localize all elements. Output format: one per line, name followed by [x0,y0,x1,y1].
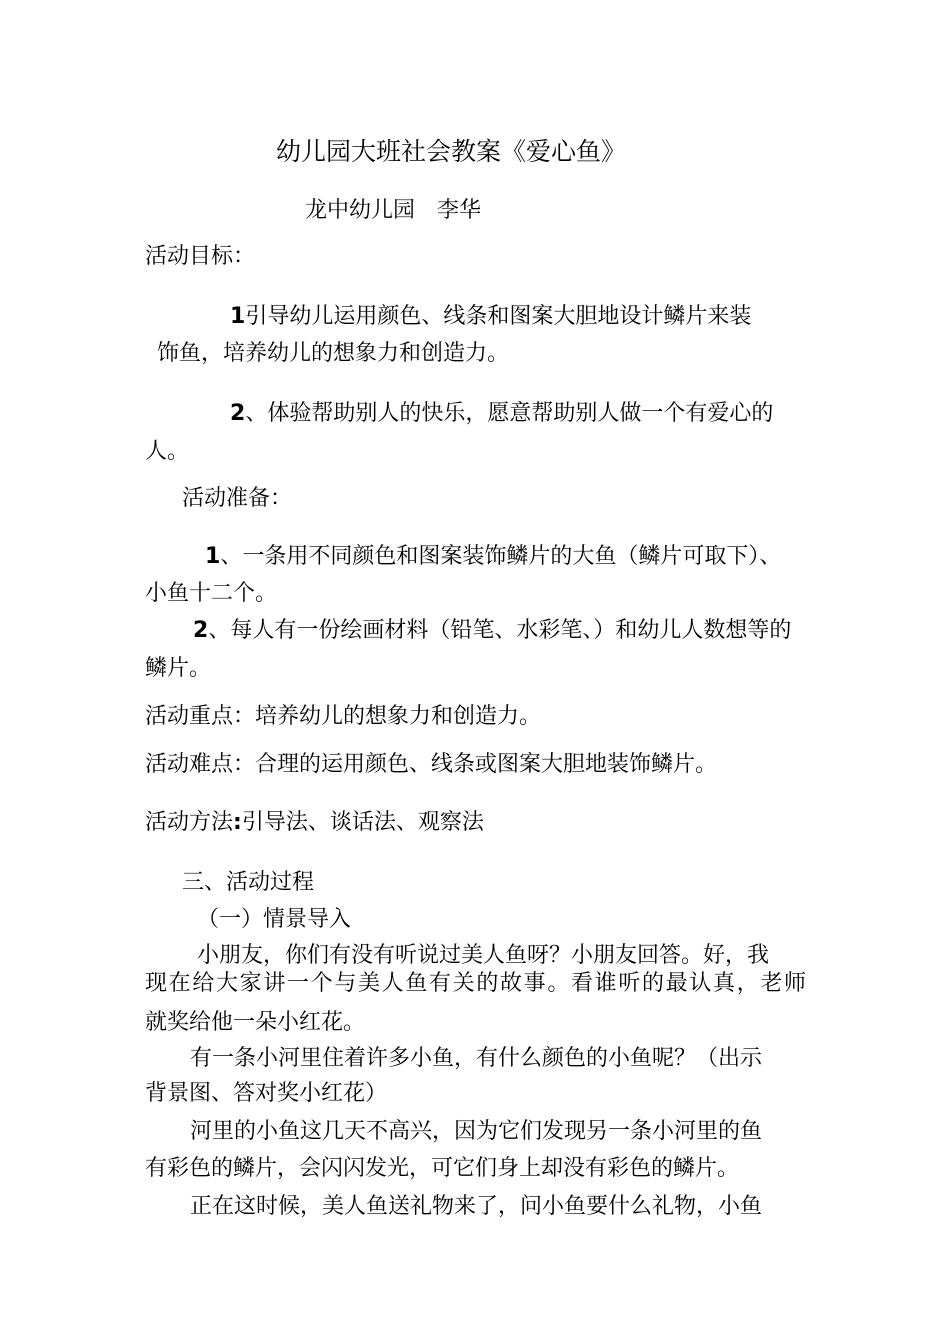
goal-1-number: 1 [230,304,246,329]
goals-heading: 活动目标： [145,244,256,269]
paragraph-1-line-2: 现在给大家讲一个与美人鱼有关的故事。看谁听的最认真，老师 [145,971,806,996]
paragraph-2-line-1: 有一条小河里住着许多小鱼，有什么颜色的小鱼呢？（出示 [190,1046,763,1071]
method-label: 活动方法 [145,810,234,835]
prep-1-text: 、一条用不同颜色和图案装饰鳞片的大鱼（鳞片可取下）、 [220,544,782,569]
goal-1-line-2: 饰鱼，培养幼儿的想象力和创造力。 [157,341,510,366]
process-heading: 三、活动过程 [182,870,315,895]
goal-1-line-1 [230,304,751,330]
prep-2-line-2: 鳞片。 [145,656,212,681]
document-title: 幼儿园大班社会教案《爱心鱼》 [276,137,627,166]
prep-2-line-1 [193,618,791,644]
paragraph-4-line-1: 正在这时候，美人鱼送礼物来了，问小鱼要什么礼物，小鱼 [190,1194,763,1219]
goal-2-number: 2 [230,401,246,426]
method-colon: : [233,810,242,835]
paragraph-3-line-2: 有彩色的鳞片，会闪闪发光，可它们身上却没有彩色的鳞片。 [145,1156,740,1181]
goal-2-text: 、体验帮助别人的快乐，愿意帮助别人做一个有爱心的 [245,401,774,426]
prep-1-number: 1 [205,544,221,569]
prep-2-number: 2 [193,618,209,643]
key-point: 活动重点：培养幼儿的想象力和创造力。 [145,704,542,729]
difficulty: 活动难点：合理的运用颜色、线条或图案大胆地装饰鳞片。 [145,752,718,777]
paragraph-1-line-3: 就奖给他一朵小红花。 [145,1010,366,1035]
method-line [145,810,484,836]
goal-2-line-1 [230,401,773,427]
prep-1-line-1 [205,544,781,570]
goal-1-text: 引导幼儿运用颜色、线条和图案大胆地设计鳞片来装 [245,304,752,329]
prep-1-line-2: 小鱼十二个。 [145,581,278,606]
paragraph-3-line-1: 河里的小鱼这几天不高兴，因为它们发现另一条小河里的鱼 [190,1119,763,1144]
author-line: 龙中幼儿园 李华 [305,198,482,223]
paragraph-1-line-1: 小朋友，你们有没有听说过美人鱼呀？小朋友回答。好，我 [197,943,770,968]
prep-2-text: 、每人有一份绘画材料（铅笔、水彩笔、）和幼儿人数想等的 [208,618,792,643]
method-text: 引导法、谈话法、观察法 [241,810,484,835]
sub-heading-1: （一）情景导入 [197,907,352,932]
goal-2-line-2: 人。 [145,439,190,464]
prep-heading: 活动准备： [182,486,293,511]
paragraph-2-line-2: 背景图、答对奖小红花） [145,1081,388,1106]
